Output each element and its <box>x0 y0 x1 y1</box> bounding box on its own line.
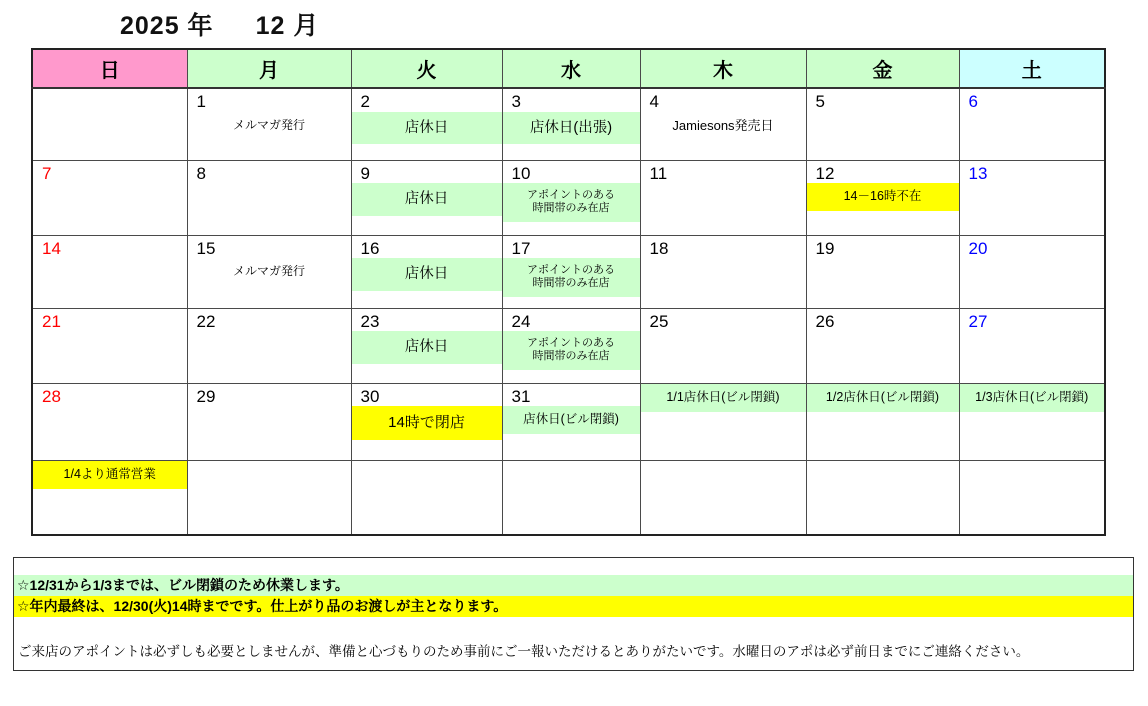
day-cell-content <box>807 384 959 412</box>
day-cell-content <box>641 236 806 259</box>
day-number: 23 <box>360 311 380 331</box>
day-cell-content <box>807 236 959 259</box>
day-cell-content <box>188 236 351 286</box>
calendar-week-row <box>32 383 1105 460</box>
day-cell <box>187 383 351 460</box>
day-number: 24 <box>511 311 531 331</box>
day-cell <box>32 160 187 235</box>
day-cell <box>640 308 806 383</box>
day-cell <box>502 88 640 160</box>
day-cell <box>502 460 640 535</box>
day-cell <box>32 88 187 160</box>
day-note: メルマガ発行 <box>232 117 305 132</box>
day-cell <box>351 235 502 308</box>
day-cell-content <box>188 161 351 184</box>
day-cell <box>959 460 1105 535</box>
day-note: 14－16時不在 <box>807 183 959 211</box>
day-cell-content <box>960 384 1105 412</box>
day-note: 店休日 <box>352 331 502 364</box>
day-cell-content <box>503 161 640 222</box>
day-cell-content <box>352 89 502 144</box>
day-cell-content <box>641 89 806 141</box>
day-cell <box>959 88 1105 160</box>
day-cell <box>640 383 806 460</box>
day-cell <box>187 460 351 535</box>
day-note: アポイントのある 時間帯のみ在店 <box>503 331 640 370</box>
day-number: 13 <box>968 163 988 183</box>
day-cell-content <box>960 309 1105 332</box>
day-cell <box>351 383 502 460</box>
title-month: 12 月 <box>255 12 320 40</box>
day-cell <box>640 460 806 535</box>
day-cell <box>32 383 187 460</box>
day-number: 30 <box>360 386 380 406</box>
day-note: 店休日(出張) <box>503 112 640 145</box>
day-number: 6 <box>968 92 978 111</box>
day-note: 店休日(ビル閉鎖) <box>503 406 640 434</box>
day-cell-content <box>33 384 187 407</box>
day-note: 1/2店休日(ビル閉鎖) <box>807 384 959 412</box>
day-cell <box>32 460 187 535</box>
day-cell-content <box>503 89 640 144</box>
day-cell-content <box>960 89 1105 112</box>
day-number: 2 <box>360 92 370 111</box>
weekday-header-weekday-2: 火 <box>351 49 502 88</box>
day-cell <box>806 235 959 308</box>
weekday-header-weekday-4: 木 <box>640 49 806 88</box>
day-note: メルマガ発行 <box>232 264 305 279</box>
calendar-table <box>31 48 1106 536</box>
day-cell-content <box>188 384 351 407</box>
day-cell <box>806 160 959 235</box>
calendar-week-row <box>32 160 1105 235</box>
day-cell-content <box>503 236 640 297</box>
day-number: 16 <box>360 238 380 258</box>
day-number: 15 <box>196 238 216 258</box>
day-cell <box>187 308 351 383</box>
day-cell-content <box>641 384 806 412</box>
day-cell <box>806 383 959 460</box>
day-cell-content <box>352 236 502 291</box>
day-number: 25 <box>649 311 669 331</box>
day-cell-content <box>960 236 1105 259</box>
day-cell <box>959 383 1105 460</box>
note-appointment-info: ご来店のアポイントは必ずしも必要としませんが、準備と心づもりのため事前にご一報いただけるとありがたいです。水曜日のアポは必ず前日までにご連絡ください。 <box>18 644 1030 659</box>
day-cell-content <box>352 161 502 216</box>
day-cell <box>806 460 959 535</box>
day-cell <box>502 383 640 460</box>
day-cell <box>959 308 1105 383</box>
day-cell-content <box>641 161 806 184</box>
day-cell <box>959 235 1105 308</box>
calendar-week-row <box>32 460 1105 535</box>
day-number: 7 <box>42 163 52 183</box>
day-cell-content <box>503 309 640 370</box>
day-number: 9 <box>360 163 370 183</box>
notes-box <box>13 557 1134 671</box>
day-number: 11 <box>649 163 668 183</box>
weekday-header-sunday: 日 <box>32 49 187 88</box>
calendar-week-row <box>32 235 1105 308</box>
calendar-title <box>120 6 319 42</box>
day-cell <box>502 308 640 383</box>
day-cell <box>187 235 351 308</box>
day-note: Jamiesons発売日 <box>672 118 774 134</box>
day-note: 店休日 <box>352 183 502 216</box>
day-number: 10 <box>511 163 531 183</box>
title-year-month: 2025 年 <box>120 12 214 40</box>
day-cell-content <box>352 384 502 440</box>
day-note: 1/1店休日(ビル閉鎖) <box>641 384 806 412</box>
day-cell <box>351 160 502 235</box>
day-cell-content <box>188 89 351 139</box>
day-number: 27 <box>968 311 988 331</box>
day-number: 28 <box>42 386 61 406</box>
day-number: 12 <box>815 163 835 183</box>
day-cell <box>502 235 640 308</box>
day-cell-content <box>641 309 806 332</box>
day-cell <box>806 88 959 160</box>
day-note: 店休日 <box>352 258 502 291</box>
day-cell-content <box>960 161 1105 184</box>
day-note: アポイントのある 時間帯のみ在店 <box>503 183 640 222</box>
day-number: 20 <box>968 238 988 258</box>
day-cell-content <box>807 89 959 112</box>
day-cell-content <box>188 309 351 332</box>
day-cell <box>959 160 1105 235</box>
day-cell <box>640 160 806 235</box>
day-cell-content <box>352 309 502 364</box>
day-cell-content <box>807 309 959 332</box>
weekday-header-row <box>32 49 1105 88</box>
day-cell <box>502 160 640 235</box>
day-cell-content <box>503 384 640 435</box>
note-building-closure: ☆12/31から1/3までは、ビル閉鎖のため休業します。 <box>14 575 1133 596</box>
day-number: 4 <box>649 92 659 111</box>
day-number: 18 <box>649 238 669 258</box>
day-cell <box>32 235 187 308</box>
note-year-end-hours: ☆年内最終は、12/30(火)14時までです。仕上がり品のお渡しが主となります。 <box>14 596 1133 617</box>
day-number: 1 <box>196 92 206 111</box>
day-cell-content <box>807 161 959 212</box>
day-cell <box>351 88 502 160</box>
day-cell <box>187 160 351 235</box>
day-cell <box>187 88 351 160</box>
weekday-header-weekday-3: 水 <box>502 49 640 88</box>
day-cell <box>806 308 959 383</box>
weekday-header-weekday-1: 月 <box>187 49 351 88</box>
day-number: 3 <box>511 92 521 111</box>
day-note: 14時で閉店 <box>352 406 502 440</box>
weekday-header-weekday-5: 金 <box>806 49 959 88</box>
day-cell <box>640 235 806 308</box>
day-note: 1/3店休日(ビル閉鎖) <box>960 384 1105 412</box>
day-cell <box>640 88 806 160</box>
day-number: 29 <box>196 386 216 406</box>
day-cell-content <box>33 461 187 489</box>
day-number: 31 <box>511 386 531 406</box>
day-note: アポイントのある 時間帯のみ在店 <box>503 258 640 297</box>
day-cell-content <box>33 309 187 332</box>
day-note: 店休日 <box>352 112 502 145</box>
day-number: 17 <box>511 238 531 258</box>
day-cell-content <box>33 236 187 259</box>
day-cell-content <box>33 161 187 184</box>
day-number: 19 <box>815 238 835 258</box>
day-number: 8 <box>196 163 206 183</box>
calendar-week-row <box>32 308 1105 383</box>
weekday-header-saturday: 土 <box>959 49 1105 88</box>
day-number: 26 <box>815 311 835 331</box>
day-cell <box>351 308 502 383</box>
day-cell <box>351 460 502 535</box>
day-note: 1/4より通常営業 <box>33 461 187 489</box>
day-cell <box>32 308 187 383</box>
day-number: 5 <box>815 92 825 111</box>
calendar-week-row <box>32 88 1105 160</box>
day-number: 21 <box>42 311 61 331</box>
day-number: 22 <box>196 311 216 331</box>
day-number: 14 <box>42 238 61 258</box>
